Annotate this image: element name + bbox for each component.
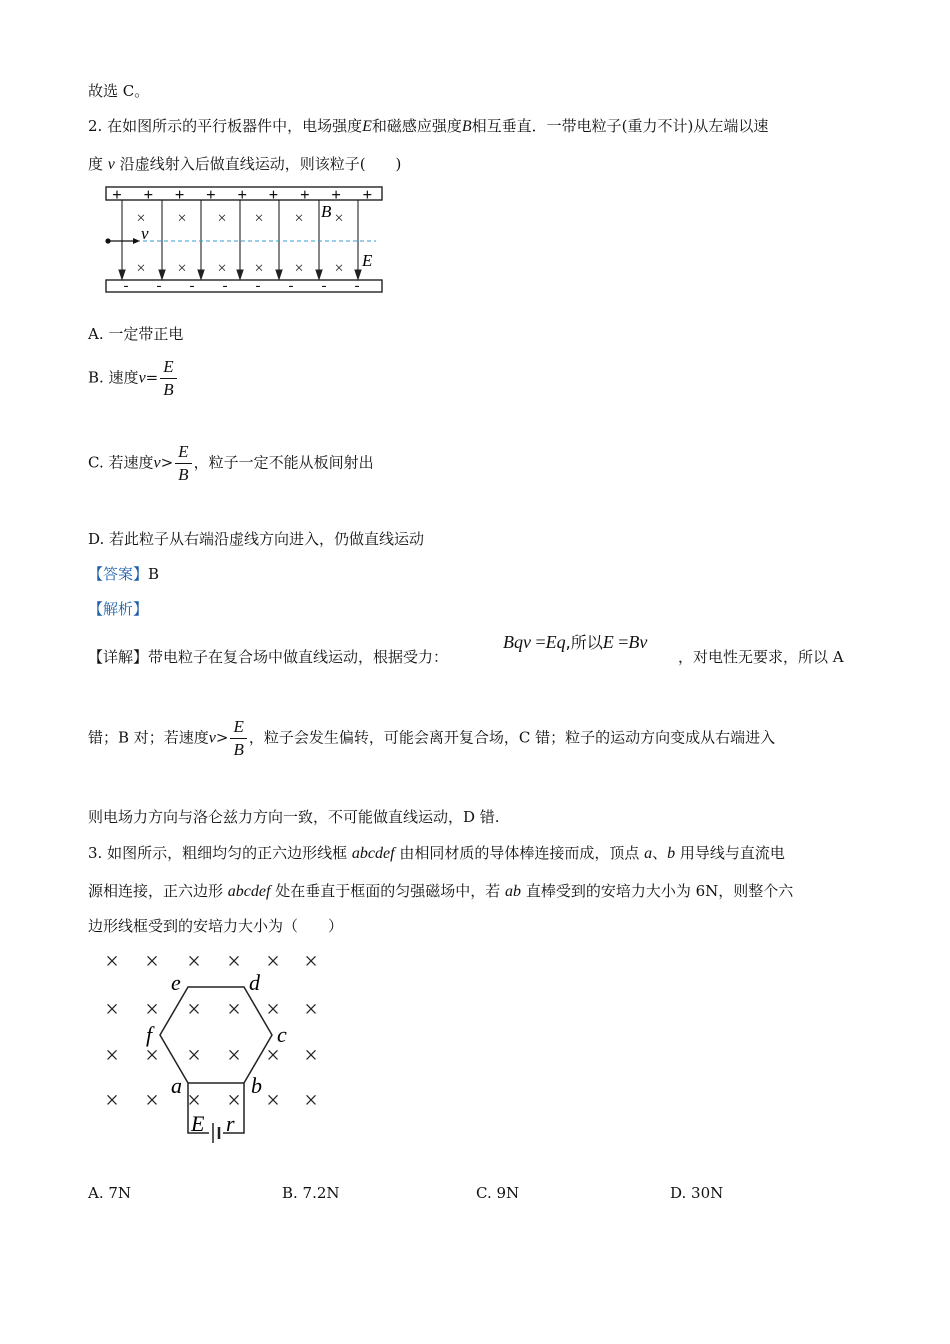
plus-sign: + — [206, 185, 216, 204]
emf-label: E — [191, 1111, 205, 1136]
plus-sign: + — [268, 185, 279, 204]
vertex-d-label: d — [249, 970, 260, 995]
field-cross: × — [334, 260, 344, 277]
field-cross: × — [145, 997, 159, 1023]
field-cross: × — [266, 997, 280, 1023]
field-cross: × — [187, 1088, 201, 1114]
minus-sign: - — [255, 278, 261, 294]
q2-option-a: A. 一定带正电 — [88, 325, 184, 343]
q2-option-b: B. 速度v= $\frac{E}{B}$ — [88, 356, 179, 401]
q3-option-b: B. 7.2N — [282, 1184, 340, 1202]
vertex-a-label: a — [171, 1073, 182, 1098]
plus-sign: + — [237, 185, 248, 204]
field-cross: × — [177, 210, 187, 227]
field-cross: × — [187, 997, 201, 1023]
field-cross: × — [145, 1043, 159, 1069]
plus-sign: + — [331, 185, 341, 204]
q2-detail-line2: 错；B 对；若速度v> $\frac{E}{B}$ ，粒子会发生偏转，可能会离开复合场，C 错；粒子的运动方向变成从右端进入 — [88, 717, 776, 759]
field-cross: × — [304, 1088, 318, 1114]
velocity-label: v — [141, 224, 149, 243]
q3-option-a: A. 7N — [88, 1184, 132, 1202]
field-cross: × — [334, 210, 344, 227]
field-cross: × — [266, 1088, 280, 1114]
internal-resistance-label: r — [226, 1111, 235, 1136]
plus-sign: + — [112, 185, 122, 204]
field-cross: × — [177, 260, 187, 277]
field-cross: × — [304, 1043, 318, 1069]
field-cross: × — [145, 1088, 159, 1114]
q3-stem-line2: 源相连接，正六边形 abcdef 处在垂直于框面的匀强磁场中，若 ab 直棒受到的安培力大小为 6N，则整个六 — [88, 882, 794, 900]
field-cross: × — [187, 949, 201, 975]
minus-sign: - — [123, 278, 129, 294]
field-cross: × — [105, 1088, 119, 1114]
q2-option-d: D. 若此粒子从右端沿虚线方向进入，仍做直线运动 — [88, 530, 425, 548]
field-cross: × — [136, 260, 146, 277]
plus-sign: + — [174, 185, 185, 204]
field-cross: × — [187, 1043, 201, 1069]
q2-detail-line1: 【详解】带电粒子在复合场中做直线运动，根据受力： — [88, 648, 449, 666]
q2-detail-line3: 则电场力方向与洛仑兹力方向一致，不可能做直线运动，D 错. — [88, 808, 500, 826]
minus-sign: - — [222, 278, 228, 294]
field-cross: × — [217, 260, 227, 277]
field-cross: × — [266, 1043, 280, 1069]
field-cross: × — [304, 997, 318, 1023]
minus-sign: - — [189, 278, 195, 294]
q3-option-c: C. 9N — [476, 1184, 520, 1202]
q2-stem-line2: 度 v 沿虚线射入后做直线运动，则该粒子( ) — [88, 155, 402, 173]
vertex-e-label: e — [171, 970, 181, 995]
fraction-e-over-b: $\frac{E}{B}$ — [175, 441, 191, 486]
field-cross: × — [227, 1043, 241, 1069]
field-cross: × — [227, 997, 241, 1023]
previous-answer-text: 故选 C。 — [88, 82, 150, 100]
plus-sign: + — [362, 185, 373, 204]
minus-sign: - — [321, 278, 327, 294]
plus-sign: + — [143, 185, 154, 204]
plus-sign: + — [299, 185, 310, 204]
field-cross: × — [254, 260, 264, 277]
minus-sign: - — [288, 278, 294, 294]
q2-analysis-tag: 【解析】 — [88, 600, 149, 618]
q3-stem-line3: 边形线框受到的安培力大小为（ ） — [88, 917, 344, 935]
field-cross: × — [145, 949, 159, 975]
field-cross: × — [105, 1043, 119, 1069]
vertex-f-label: f — [146, 1022, 153, 1047]
vertex-b-label: b — [251, 1073, 262, 1098]
q2-parallel-plate-figure — [100, 184, 390, 296]
field-cross: × — [266, 949, 280, 975]
q2-detail-formula: Bqv =Eq,所以E =Bv — [503, 632, 648, 652]
field-cross: × — [294, 210, 304, 227]
field-cross: × — [254, 210, 264, 227]
minus-sign: - — [354, 278, 360, 294]
electric-field-label: E — [362, 251, 373, 270]
field-cross: × — [217, 210, 227, 227]
field-cross: × — [136, 210, 146, 227]
field-cross: × — [294, 260, 304, 277]
field-cross: × — [105, 997, 119, 1023]
q3-option-d: D. 30N — [670, 1184, 724, 1202]
field-cross: × — [105, 949, 119, 975]
fraction-e-over-b: $\frac{E}{B}$ — [230, 716, 246, 761]
q2-detail-line1-end: ，对电性无要求，所以 A — [678, 648, 844, 666]
magnetic-field-label: B — [321, 202, 332, 221]
q2-stem-line1: 2. 在如图所示的平行板器件中，电场强度E和磁感应强度B相互垂直．一带电粒子(重力不计)从左端以速 — [88, 117, 769, 135]
fraction-e-over-b: $\frac{E}{B}$ — [160, 356, 176, 401]
field-cross: × — [227, 1088, 241, 1114]
q2-option-c: C. 若速度v> $\frac{E}{B}$ ，粒子一定不能从板间射出 — [88, 442, 374, 484]
field-cross: × — [304, 949, 318, 975]
q2-answer: 【答案】B — [88, 565, 160, 583]
vertex-c-label: c — [277, 1022, 287, 1047]
field-cross: × — [227, 949, 241, 975]
q3-hexagon-figure — [95, 945, 335, 1155]
q3-stem-line1: 3. 如图所示，粗细均匀的正六边形线框 abcdef 由相同材质的导体棒连接而成，顶点 a、b 用导线与直流电 — [88, 844, 785, 862]
minus-sign: - — [156, 278, 162, 294]
